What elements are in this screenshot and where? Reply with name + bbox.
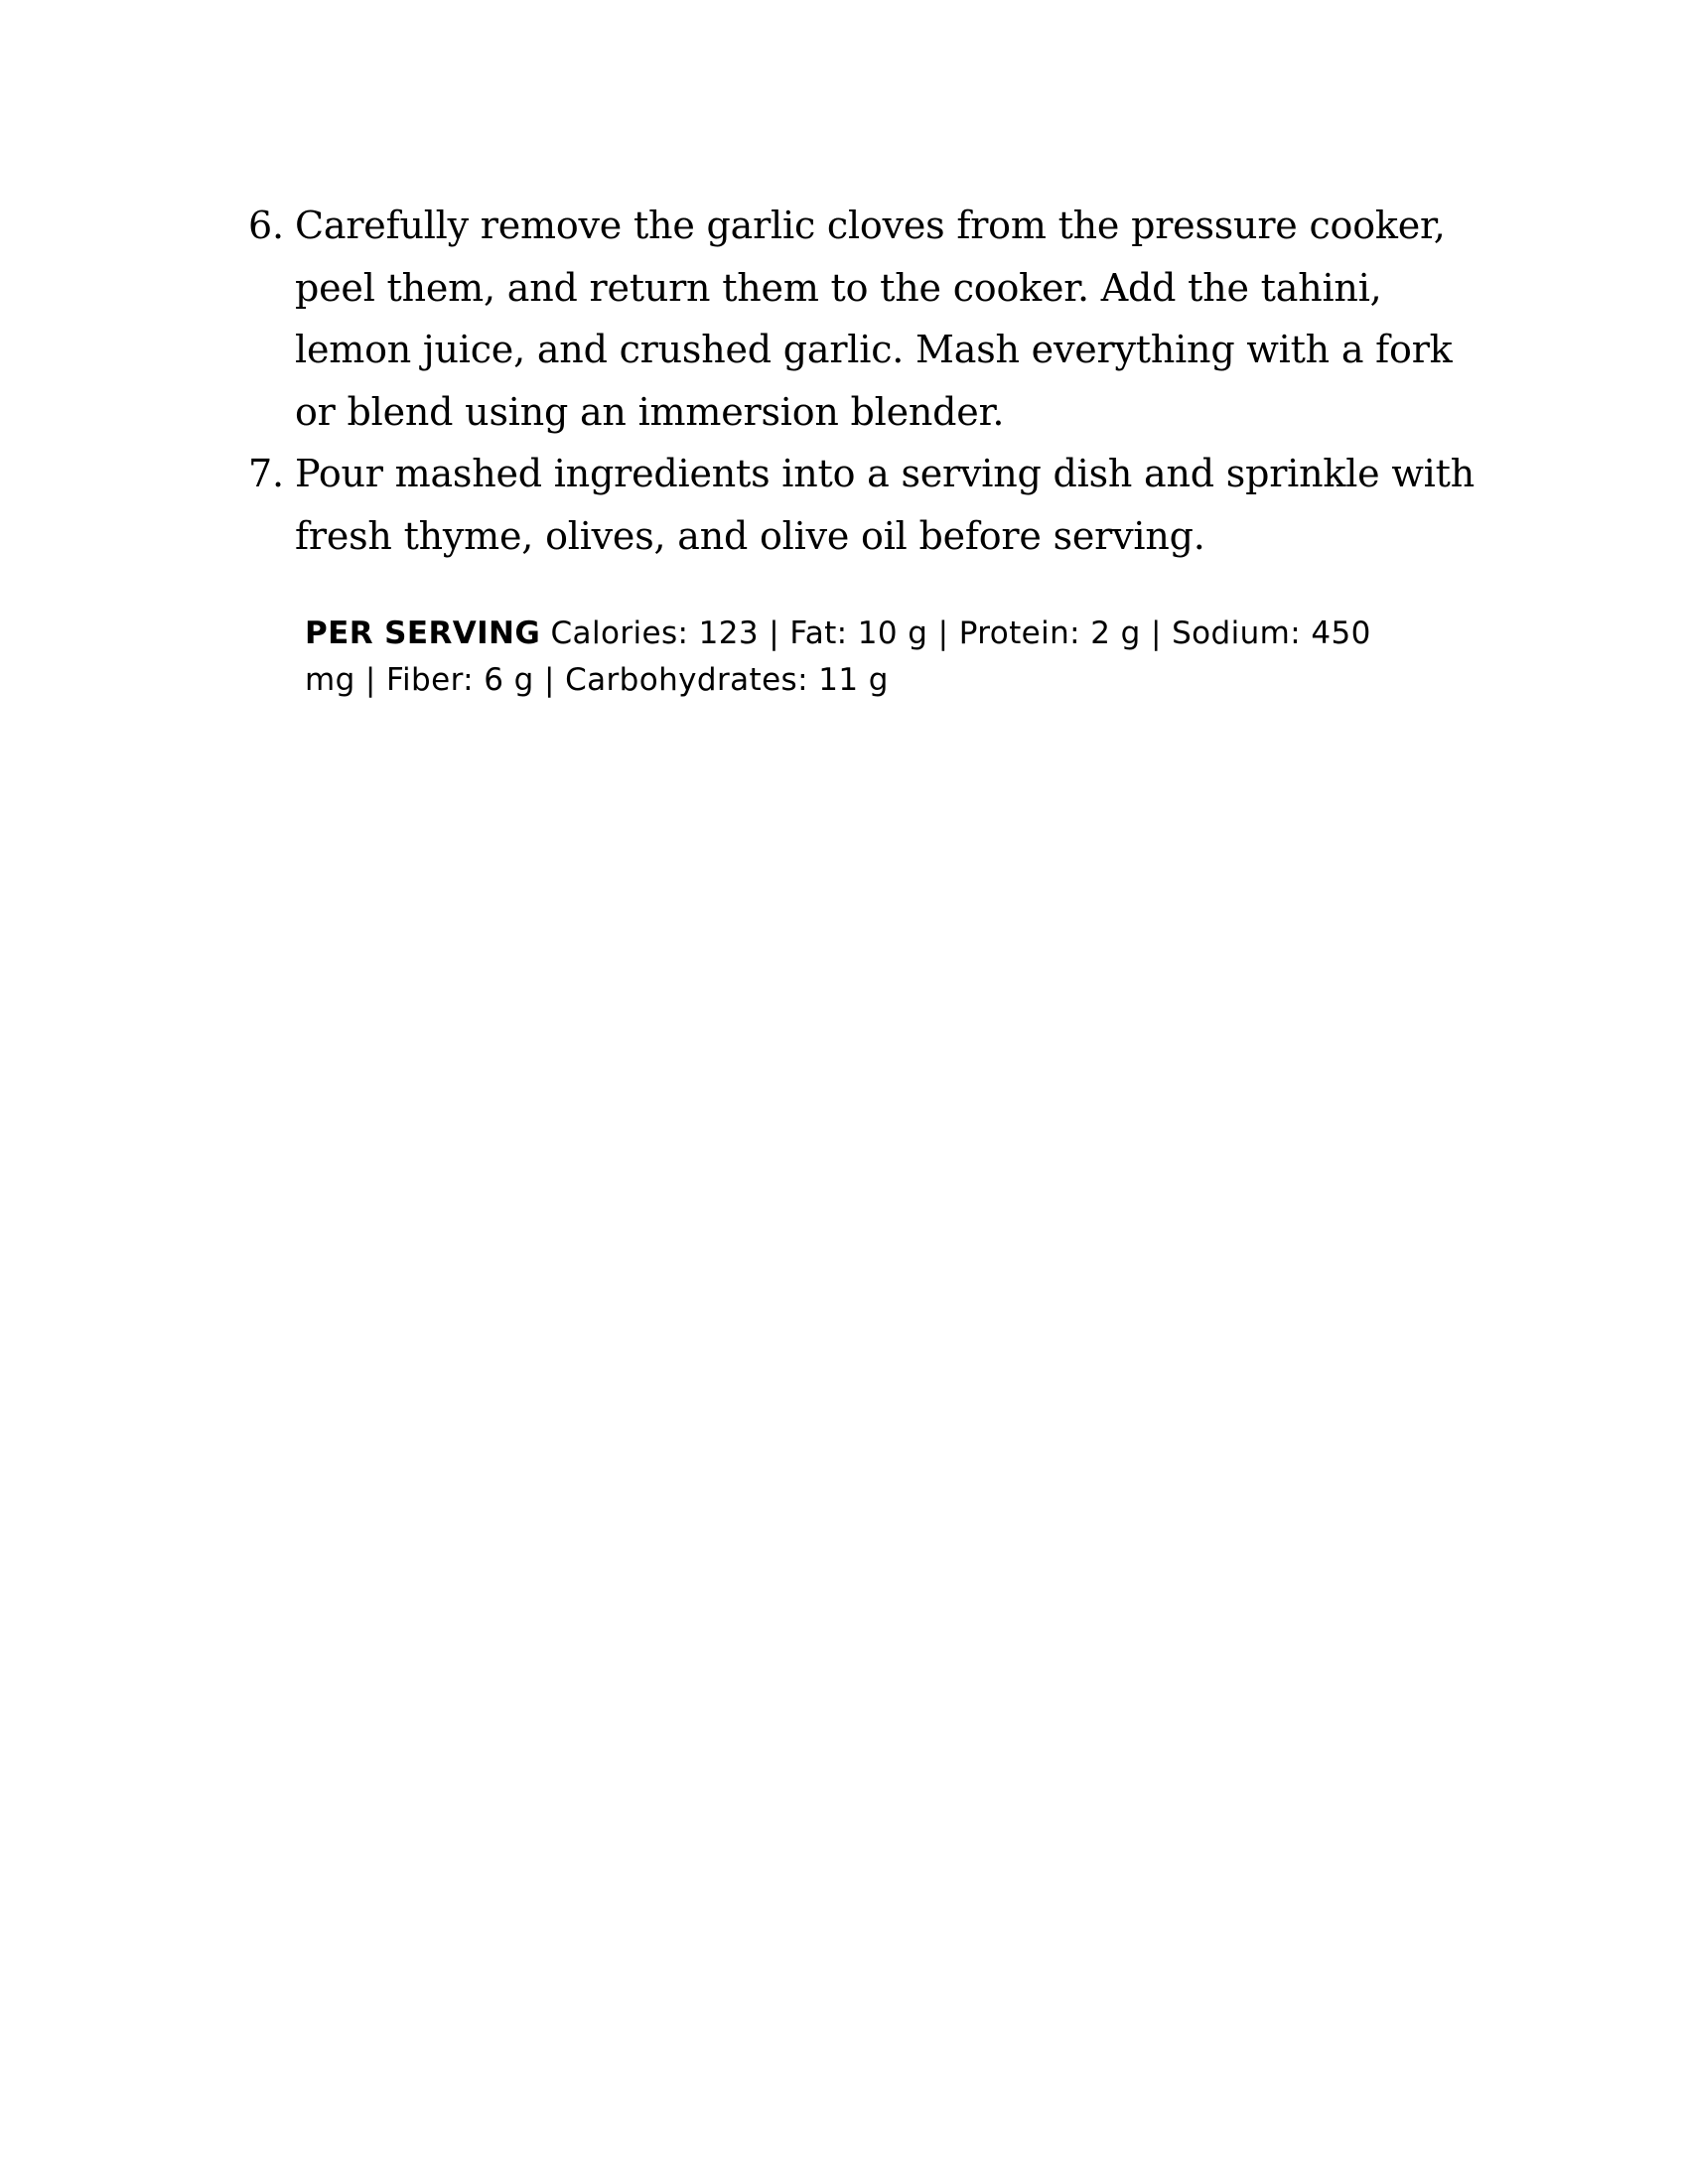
step-number: 6. [248,204,284,247]
step-text: Pour mashed ingredients into a serving dish and sprinkle with fresh thyme, olives, and olive oil before serving. [295,452,1475,558]
step-text: Carefully remove the garlic cloves from the pressure cooker, peel them, and return them to the cooker. Add the tahini, lemon juice, and crushed garlic. Mash everything with a fork or blend using an immersion blender. [295,204,1453,434]
instruction-step-7 [248,443,1489,567]
instruction-step-6 [248,195,1489,443]
nutrition-info [305,611,1377,704]
nutrition-values: Calories: 123 | Fat: 10 g | Protein: 2 g | Sodium: 450 mg | Fiber: 6 g | Carbohydrates: 11 g [305,615,1371,698]
instruction-steps-list [248,195,1489,567]
nutrition-label: PER SERVING [305,615,541,651]
step-number: 7. [248,452,284,495]
